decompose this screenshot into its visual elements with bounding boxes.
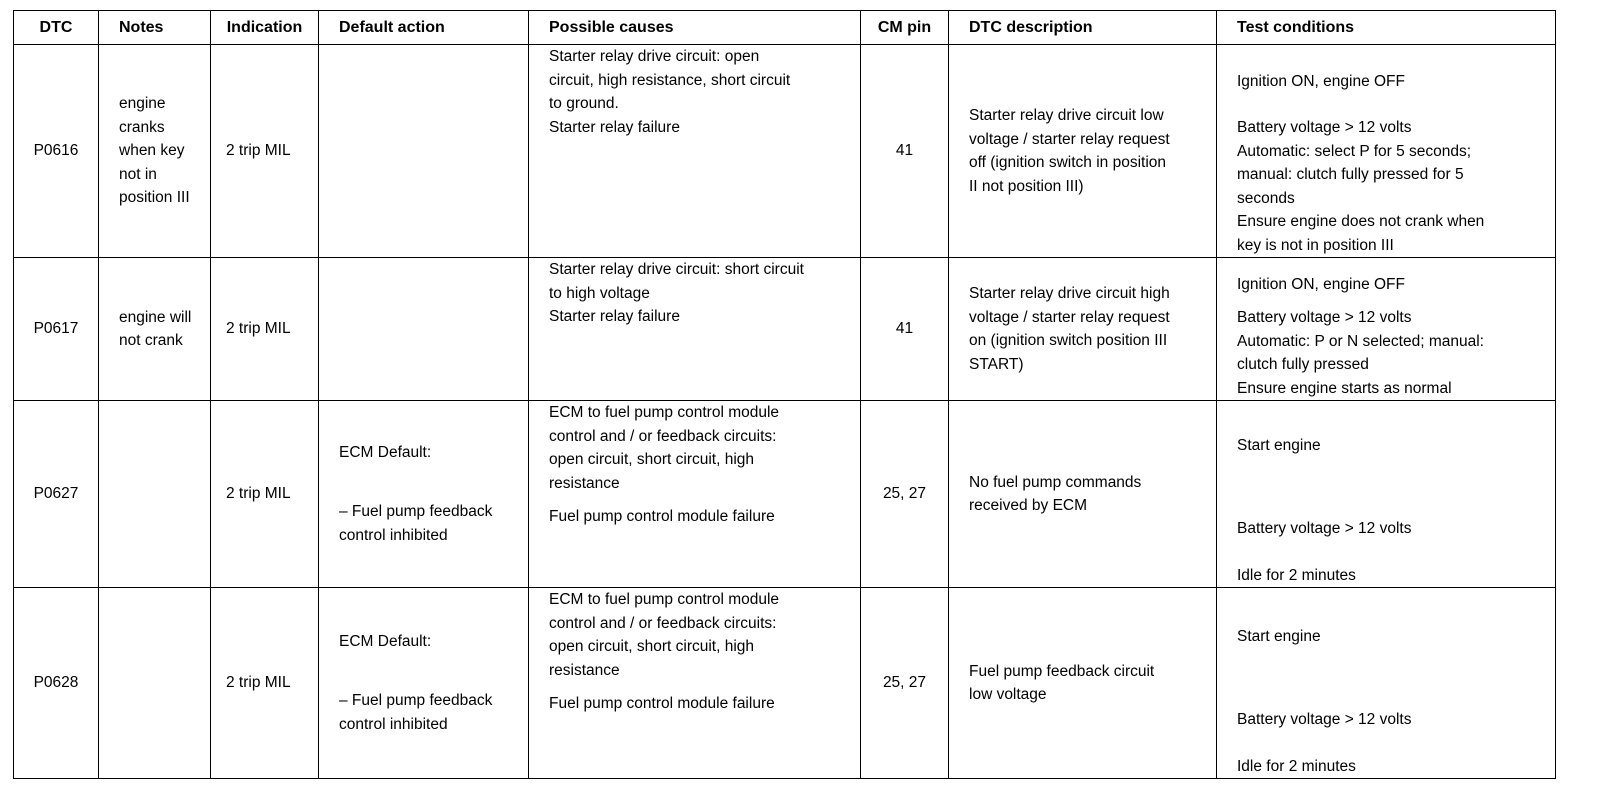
indication-cell: 2 trip MIL	[211, 401, 319, 588]
possible-causes-cell	[529, 588, 861, 779]
test-line: Ensure engine starts as normal	[1237, 379, 1452, 397]
notes-cell	[99, 588, 211, 779]
causes-line: Starter relay failure	[549, 308, 680, 325]
table-row	[14, 588, 1556, 779]
test-line: key is not in position III	[1237, 236, 1394, 254]
description-line: II not position III)	[969, 177, 1084, 195]
description-line: voltage / starter relay request	[969, 130, 1170, 148]
header-dtc: DTC	[14, 11, 99, 45]
default-action-line: control inhibited	[339, 526, 448, 544]
default-action-cell	[319, 45, 529, 258]
test-conditions-cell	[1217, 258, 1556, 401]
possible-causes-cell	[529, 401, 861, 588]
notes-line: position III	[119, 189, 190, 207]
causes-line: circuit, high resistance, short circuit	[549, 71, 791, 89]
causes-line: ECM to fuel pump control module	[549, 591, 780, 608]
causes-line: Starter relay drive circuit: short circuit	[549, 261, 804, 278]
cm-pin-cell: 41	[861, 258, 949, 401]
causes-line: to ground.	[549, 95, 619, 112]
possible-causes-cell	[529, 258, 861, 401]
table-row	[14, 45, 1556, 258]
causes-line: open circuit, short circuit, high	[549, 638, 755, 655]
notes-line: when key	[119, 142, 185, 160]
default-action-cell	[319, 588, 529, 779]
description-line: off (ignition switch in position	[969, 154, 1167, 171]
description-line: START)	[969, 355, 1024, 373]
header-notes: Notes	[99, 11, 211, 45]
notes-line: not crank	[119, 332, 183, 349]
notes-line: cranks	[119, 118, 165, 136]
default-action-line: control inhibited	[339, 715, 448, 733]
default-action-line: ECM Default:	[339, 443, 432, 461]
notes-cell	[99, 401, 211, 588]
default-action-line: – Fuel pump feedback	[339, 503, 493, 521]
indication-cell: 2 trip MIL	[211, 258, 319, 401]
test-line: Idle for 2 minutes	[1237, 757, 1356, 775]
dtc-code: P0628	[14, 588, 99, 779]
dtc-table	[13, 10, 1556, 779]
test-line: Battery voltage > 12 volts	[1237, 309, 1412, 326]
test-line: clutch fully pressed	[1237, 356, 1369, 373]
description-line: Fuel pump feedback circuit	[969, 662, 1155, 680]
cm-pin-cell: 25, 27	[861, 401, 949, 588]
dtc-description-cell	[949, 588, 1217, 779]
notes-line: engine will	[119, 308, 192, 326]
notes-cell	[99, 258, 211, 401]
test-line: Start engine	[1237, 627, 1321, 645]
table-row	[14, 258, 1556, 401]
notes-line: not in	[119, 165, 157, 183]
test-line: manual: clutch fully pressed for 5	[1237, 166, 1464, 183]
causes-line: control and / or feedback circuits:	[549, 427, 777, 445]
dtc-description-cell	[949, 45, 1217, 258]
default-action-line: ECM Default:	[339, 632, 432, 650]
causes-line: Fuel pump control module failure	[549, 695, 775, 712]
description-line: low voltage	[969, 686, 1047, 703]
dtc-code: P0616	[14, 45, 99, 258]
indication-cell: 2 trip MIL	[211, 45, 319, 258]
test-line: Battery voltage > 12 volts	[1237, 520, 1412, 537]
causes-line: to high voltage	[549, 284, 650, 302]
header-row	[14, 11, 1556, 45]
description-line: received by ECM	[969, 497, 1088, 514]
causes-line: control and / or feedback circuits:	[549, 614, 777, 632]
causes-line: resistance	[549, 474, 620, 492]
cm-pin-cell: 25, 27	[861, 588, 949, 779]
table-row	[14, 401, 1556, 588]
description-line: No fuel pump commands	[969, 473, 1142, 491]
indication-cell: 2 trip MIL	[211, 588, 319, 779]
test-line: Start engine	[1237, 436, 1321, 454]
description-line: voltage / starter relay request	[969, 308, 1170, 326]
test-line: Ignition ON, engine OFF	[1237, 275, 1405, 293]
notes-line: engine	[119, 95, 166, 113]
possible-causes-cell	[529, 45, 861, 258]
dtc-description-cell	[949, 258, 1217, 401]
cm-pin-cell: 41	[861, 45, 949, 258]
header-indication: Indication	[211, 11, 319, 45]
test-line: seconds	[1237, 189, 1295, 207]
description-line: on (ignition switch position III	[969, 332, 1168, 349]
causes-line: Starter relay failure	[549, 118, 680, 136]
dtc-description-cell	[949, 401, 1217, 588]
header-default-action: Default action	[319, 11, 529, 45]
header-dtc-description: DTC description	[949, 11, 1217, 45]
default-action-cell	[319, 401, 529, 588]
causes-line: ECM to fuel pump control module	[549, 404, 780, 421]
header-possible-causes: Possible causes	[529, 11, 861, 45]
causes-line: resistance	[549, 661, 620, 679]
dtc-code: P0627	[14, 401, 99, 588]
test-line: Automatic: P or N selected; manual:	[1237, 332, 1484, 350]
test-conditions-cell	[1217, 588, 1556, 779]
header-cm-pin: CM pin	[861, 11, 949, 45]
default-action-cell	[319, 258, 529, 401]
description-line: Starter relay drive circuit low	[969, 107, 1164, 124]
test-line: Battery voltage > 12 volts	[1237, 711, 1412, 728]
test-line: Ensure engine does not crank when	[1237, 213, 1485, 230]
causes-line: Fuel pump control module failure	[549, 508, 775, 525]
test-conditions-cell	[1217, 45, 1556, 258]
test-line: Ignition ON, engine OFF	[1237, 72, 1405, 90]
test-line: Battery voltage > 12 volts	[1237, 119, 1412, 136]
default-action-line: – Fuel pump feedback	[339, 692, 493, 710]
notes-cell	[99, 45, 211, 258]
test-conditions-cell	[1217, 401, 1556, 588]
test-line: Automatic: select P for 5 seconds;	[1237, 142, 1472, 160]
test-line: Idle for 2 minutes	[1237, 566, 1356, 584]
causes-line: Starter relay drive circuit: open	[549, 48, 760, 65]
dtc-code: P0617	[14, 258, 99, 401]
header-test-conditions: Test conditions	[1217, 11, 1556, 45]
causes-line: open circuit, short circuit, high	[549, 451, 755, 468]
description-line: Starter relay drive circuit high	[969, 285, 1170, 302]
